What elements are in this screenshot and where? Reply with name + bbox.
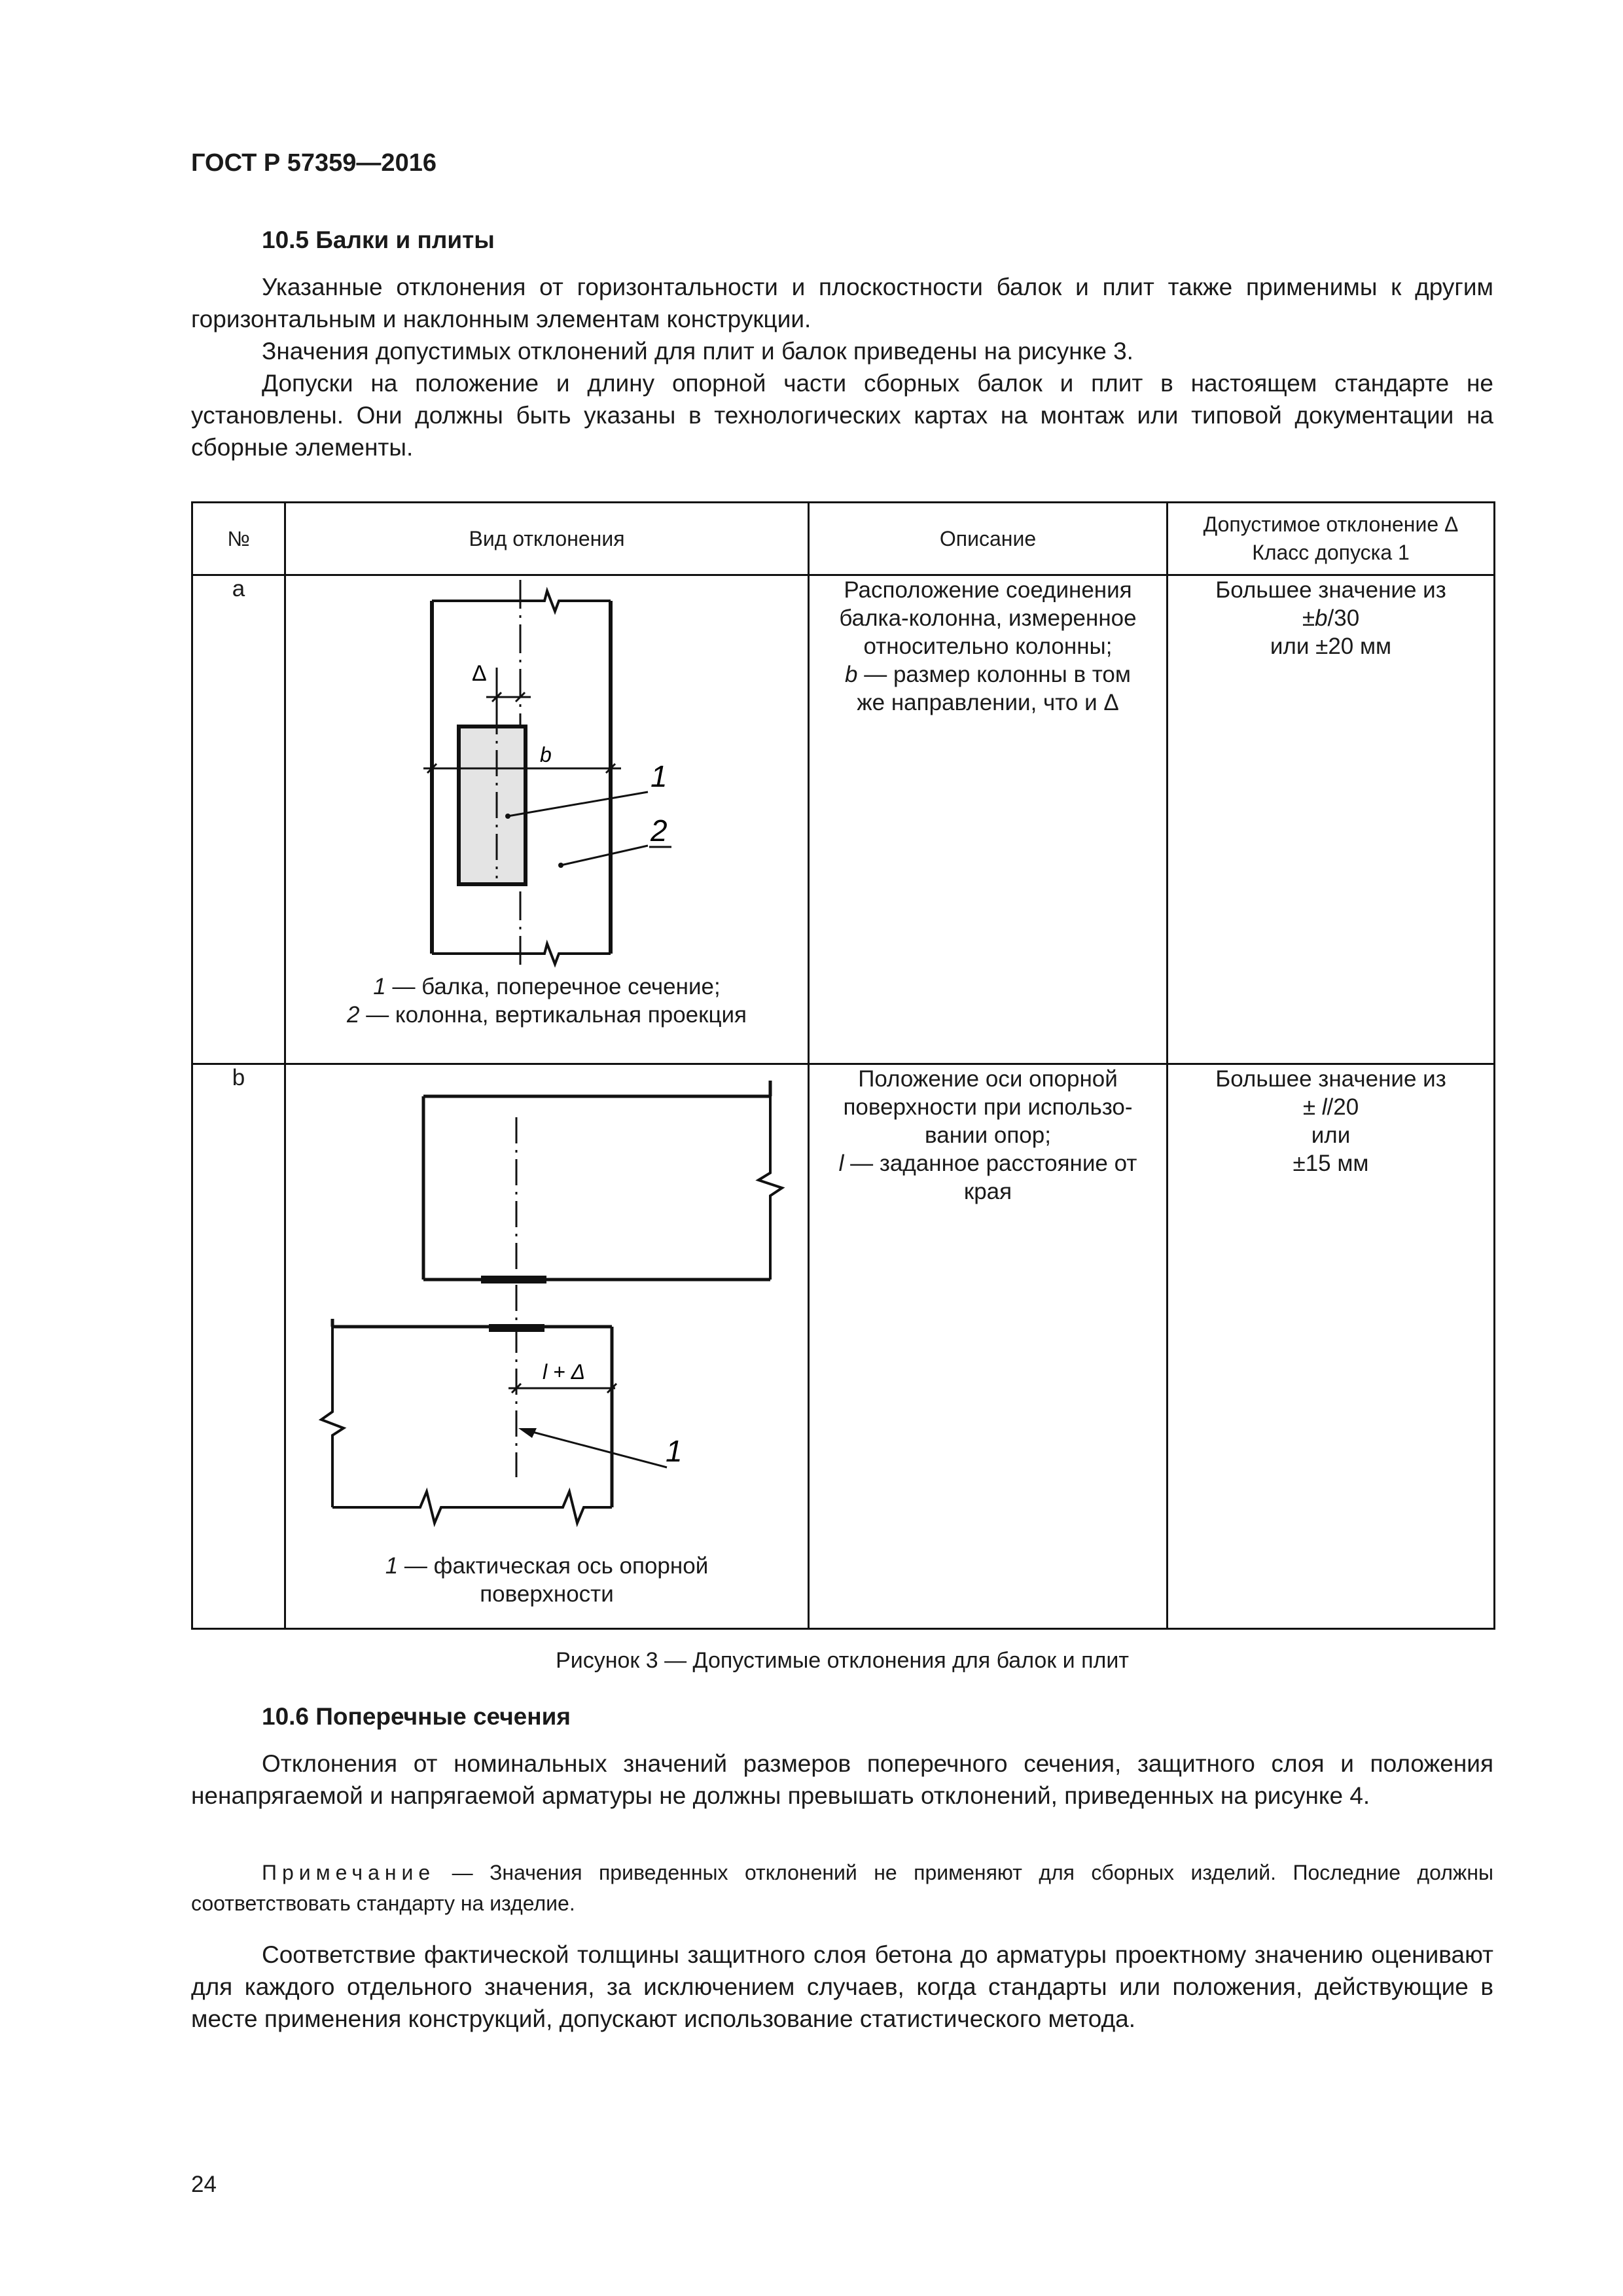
- row-a-tol-suffix: /30: [1327, 605, 1360, 631]
- axis-label-1: 1: [666, 1434, 683, 1468]
- lower-element-break-line-left: [321, 1327, 344, 1507]
- axis-leader-line: [523, 1429, 667, 1467]
- row-b-tolerance: [1168, 1064, 1495, 1629]
- note-text: — Значения приведенных отклонений не применяют для сборных изделий. Последние должны соответствовать стандарту на изделие.: [191, 1861, 1493, 1915]
- row-b-desc-line-2: поверхности при использо-: [843, 1094, 1133, 1120]
- section-10-5-paragraph-1: Указанные отклонения от горизонтальности и плоскостности балок и плит также применимы к другим горизонтальным и наклонным элементам конструкции.: [191, 274, 1493, 332]
- delta-label: Δ: [472, 661, 487, 686]
- row-b-tol-line-1: Большее значение из: [1215, 1066, 1446, 1092]
- leader-line-1: [508, 792, 648, 816]
- row-b-number: b: [192, 1064, 285, 1629]
- row-a-tol-line-2: [1168, 604, 1493, 632]
- section-10-6-title: 10.6 Поперечные сечения: [262, 1703, 571, 1730]
- row-b-legend-line-2: поверхности: [480, 1581, 614, 1607]
- row-b-tol-line-4: ±15 мм: [1293, 1151, 1369, 1176]
- header-tolerance-line-2: Класс допуска 1: [1252, 541, 1410, 564]
- row-a-desc-line-3: относительно колонны;: [863, 634, 1113, 659]
- row-a-figure-cell: [285, 575, 809, 1064]
- page-number: 24: [191, 2172, 217, 2197]
- row-b-tol-suffix: /20: [1327, 1094, 1359, 1120]
- support-axis-diagram: [286, 1071, 806, 1549]
- table-header-row: [192, 503, 1495, 575]
- row-a-desc-line-2: балка-колонна, измеренное: [839, 605, 1137, 631]
- document-header: ГОСТ Р 57359—2016: [191, 149, 437, 177]
- legend-1-text: — балка, поперечное сечение;: [385, 974, 721, 999]
- row-b-desc-var-text: — заданное расстояние от: [844, 1151, 1137, 1176]
- row-b-description: [809, 1064, 1168, 1629]
- row-b-tol-variable: l: [1321, 1094, 1327, 1120]
- section-10-6-note: [191, 1857, 1493, 1919]
- row-b-desc-line-4: [810, 1149, 1166, 1177]
- header-description: Описание: [809, 503, 1168, 575]
- row-b-desc-variable: l: [838, 1151, 844, 1176]
- row-a-tol-prefix: ±: [1302, 605, 1315, 631]
- header-kind: Вид отклонения: [285, 503, 809, 575]
- row-b-desc-line-5: края: [963, 1179, 1012, 1204]
- section-10-5-paragraph-2: Значения допустимых отклонений для плит и балок приведены на рисунке 3.: [262, 338, 1133, 365]
- row-a-tol-variable: b: [1315, 605, 1328, 631]
- section-10-6-paragraph-1: Отклонения от номинальных значений размеров поперечного сечения, защитного слоя и положения ненапрягаемой и напрягаемой арматуры не должны превышать отклонений, приведенных на рисунке 4.: [191, 1750, 1493, 1809]
- row-b-tol-prefix: ±: [1302, 1094, 1322, 1120]
- lower-element-bottom-break-line: [332, 1492, 612, 1523]
- row-a-desc-line-4: [810, 660, 1166, 689]
- row-a-desc-variable: b: [845, 662, 858, 687]
- legend-2-text: — колонна, вертикальная проекция: [359, 1002, 747, 1028]
- row-a-tol-line-1: Большее значение из: [1215, 577, 1446, 603]
- upper-element-break-line: [758, 1096, 782, 1280]
- leader-dot-2: [558, 863, 563, 868]
- header-tolerance: [1168, 503, 1495, 575]
- label-2: 2: [651, 814, 668, 848]
- row-b-legend-line-1: [286, 1552, 808, 1580]
- row-a-description: [809, 575, 1168, 1064]
- beam-column-diagram: [286, 577, 806, 970]
- row-a-tolerance: [1168, 575, 1495, 1064]
- axis-leader-arrowhead: [518, 1428, 537, 1438]
- table-row: [192, 575, 1495, 1064]
- row-a-legend-line-2: [286, 1001, 808, 1029]
- section-10-5-title: 10.5 Балки и плиты: [262, 226, 495, 253]
- row-b-tol-line-3: или: [1311, 1122, 1351, 1148]
- row-b-legend: [286, 1552, 808, 1608]
- figure-caption: Рисунок 3 — Допустимые отклонения для балок и плит: [556, 1648, 1129, 1673]
- l-delta-label: l + Δ: [543, 1360, 586, 1384]
- table-row: [192, 1064, 1495, 1629]
- row-b-desc-line-3: вании опор;: [925, 1122, 1051, 1148]
- row-b-tol-line-2: [1168, 1093, 1493, 1121]
- section-10-5-paragraph-3: Допуски на положение и длину опорной части сборных балок и плит в настоящем стандарте не установлены. Они должны быть указаны в технологических картах на монтаж или типовой документации на сборные элементы.: [191, 370, 1493, 461]
- row-a-desc-var-text: — размер колонны в том: [857, 662, 1131, 687]
- row-b-desc-line-1: Положение оси опорной: [858, 1066, 1118, 1092]
- row-a-legend-line-1: [286, 973, 808, 1001]
- figure-3-table: [191, 501, 1495, 1630]
- row-a-desc-line-5: же направлении, что и Δ: [857, 690, 1119, 715]
- legend-2-number: 2: [347, 1002, 360, 1028]
- b-label: b: [540, 743, 552, 766]
- row-a-legend: [286, 973, 808, 1029]
- row-b-figure-cell: [285, 1064, 809, 1629]
- label-1: 1: [651, 759, 668, 793]
- section-10-6-paragraph-2: Соответствие фактической толщины защитного слоя бетона до арматуры проектному значению оценивают для каждого отдельного значения, за исключением случаев, когда стандарты или положения, действующие в месте применения конструкций, допускают использование статистического метода.: [191, 1941, 1493, 2032]
- note-label: Примечание: [262, 1861, 436, 1884]
- row-a-number: a: [192, 575, 285, 1064]
- header-tolerance-line-1: Допустимое отклонение Δ: [1203, 512, 1459, 536]
- legend-b-1-text: — фактическая ось опорной: [398, 1553, 709, 1579]
- legend-b-1-number: 1: [385, 1553, 399, 1579]
- header-number: №: [192, 503, 285, 575]
- leader-line-2: [561, 846, 648, 865]
- leader-dot-1: [505, 814, 510, 819]
- row-a-tol-line-3: или ±20 мм: [1270, 634, 1392, 659]
- row-a-desc-line-1: Расположение соединения: [844, 577, 1132, 603]
- beam-cross-section: [459, 726, 526, 884]
- legend-1-number: 1: [373, 974, 386, 999]
